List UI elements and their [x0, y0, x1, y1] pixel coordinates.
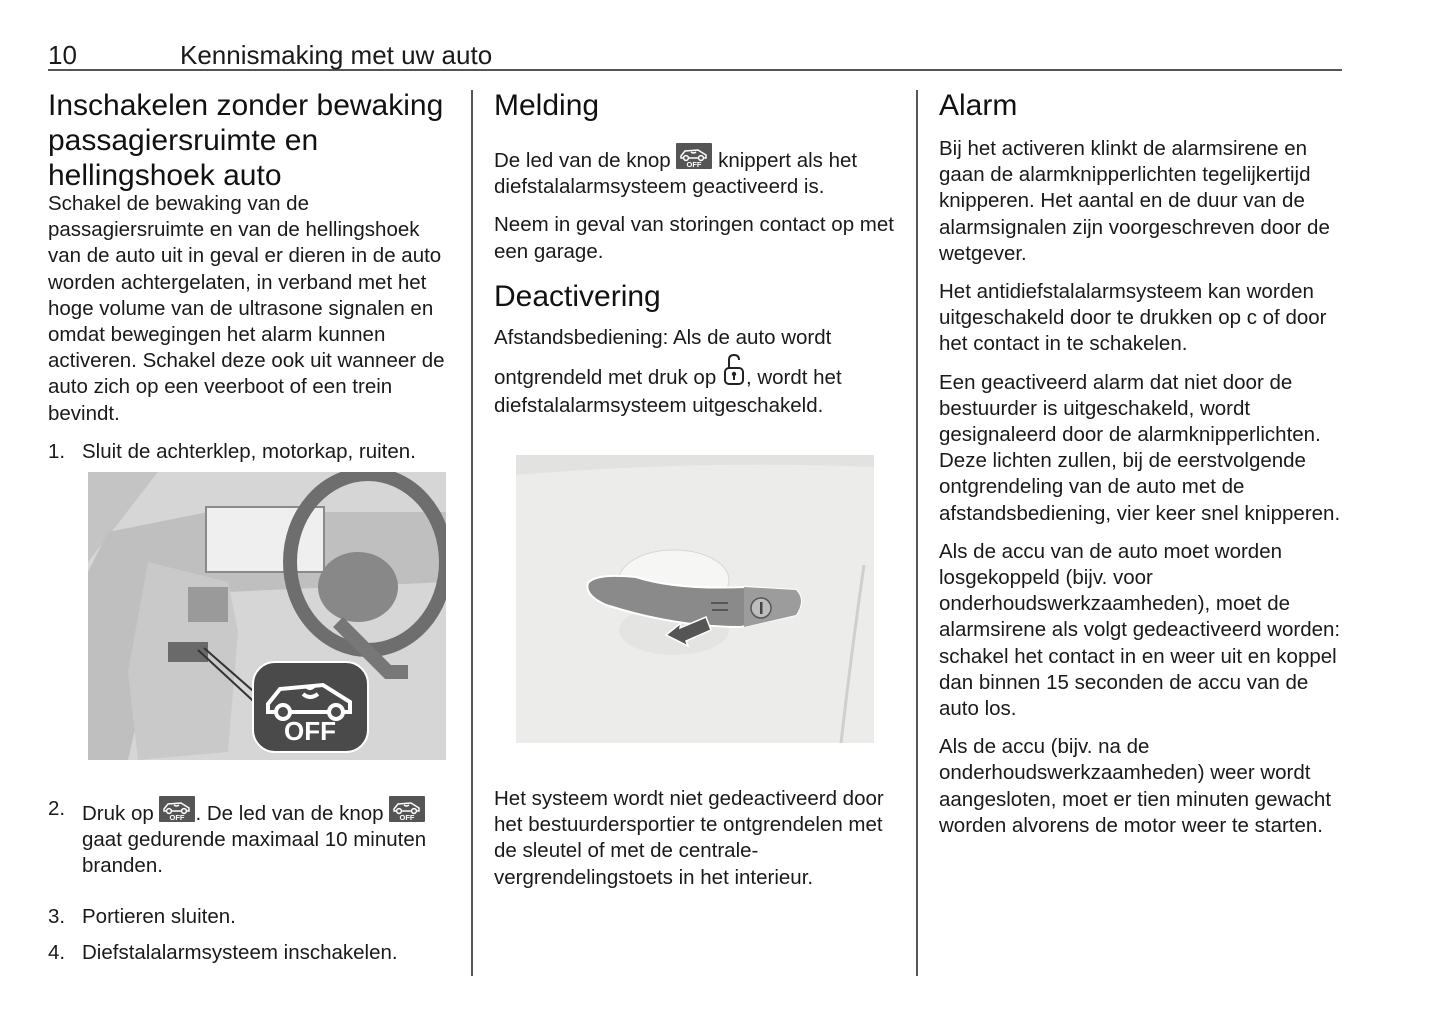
step-text: Portieren sluiten.: [82, 904, 236, 928]
step-text: gaat gedurende maximaal 10 minuten branden.: [82, 828, 427, 878]
alarm-paragraph: Als de accu (bijv. na de onderhoudswerkzaamheden) weer wordt aangesloten, moet er tien minuten gewacht worden alvorens de motor weer te starten.: [939, 735, 1332, 837]
alarm-paragraph: Een geactiveerd alarm dat niet door de bestuurder is uitgeschakeld, wordt gesignaleerd door de alarmknipperlichten. Deze lichten zullen, bij de eerstvolgende ontgrendeling van de auto met de afstandsbediening, vier keer snel knipperen.: [939, 370, 1341, 525]
column-inschakelen-steps: [48, 796, 453, 966]
column-divider: [916, 90, 918, 976]
deactivering-paragraph: [494, 324, 899, 420]
step-text: Druk op: [82, 802, 154, 825]
dashboard-illustration: [88, 472, 446, 760]
column-divider: [471, 90, 473, 976]
section-heading-deactivering: Deactivering: [494, 279, 661, 313]
chapter-title: Kennismaking met uw auto: [180, 40, 493, 70]
step-item: [48, 940, 453, 966]
car-alarm-off-icon: [676, 143, 712, 169]
dashboard-interior-figure: [88, 472, 446, 760]
section-heading-inschakelen: [48, 88, 453, 193]
step-item: [48, 904, 453, 930]
step-number: 4.: [48, 940, 66, 964]
column-alarm: [939, 88, 1344, 851]
heading-line: Inschakelen zonder bewaking: [48, 89, 444, 122]
heading-line: hellingshoek auto: [48, 159, 282, 192]
car-alarm-off-icon: [389, 796, 425, 822]
unlock-icon: [722, 352, 746, 388]
deactivering-note-paragraph: Het systeem wordt niet gedeactiveerd door het bestuurdersportier te ontgrendelen met de sleutel of met de centrale-vergrendelingstoets in het interieur.: [494, 787, 884, 889]
section-heading-melding: Melding: [494, 89, 600, 122]
deactivering-text: Afstandsbediening: Als de auto wordt ontgrendeld met druk op: [494, 325, 832, 389]
column-melding: [494, 88, 899, 432]
melding-paragraph-2: Neem in geval van storingen contact op met een garage.: [494, 213, 894, 263]
page-number: 10: [48, 40, 77, 70]
svg-text:OFF: OFF: [686, 160, 702, 169]
step-text: . De led van de knop: [195, 802, 384, 825]
step-number: 2.: [48, 797, 66, 820]
heading-line: passagiersruimte en: [48, 124, 319, 157]
step-text: Sluit de achterklep, motorkap, ruiten.: [82, 439, 416, 463]
melding-text: knippert als het diefstalalarmsysteem geactiveerd is.: [494, 149, 858, 199]
column-inschakelen: [48, 88, 453, 465]
car-alarm-off-icon: [159, 796, 195, 822]
melding-paragraph: [494, 143, 899, 200]
step-number: 1.: [48, 439, 66, 463]
svg-text:OFF: OFF: [284, 716, 336, 746]
door-handle-figure: [516, 455, 874, 743]
deactivering-text: , wordt het diefstalalarmsysteem uitgeschakeld.: [494, 365, 842, 417]
alarm-paragraph: Als de accu van de auto moet worden losgekoppeld (bijv. voor onderhoudswerkzaamheden), moet de alarmsirene als volgt gedeactiveerd worden: schakel het contact in en weer uit en koppel dan binnen 15 seconden de accu van de auto los.: [939, 539, 1341, 721]
steps-list-continued: [48, 796, 453, 966]
step-number: 3.: [48, 904, 66, 928]
intro-paragraph: Schakel de bewaking van de passagiersruimte en van de hellingshoek van de auto uit in geval er dieren in de auto worden achtergelaten, in verband met het hoge volume van de ultrasone signalen en omdat bewegingen het alarm kunnen activeren. Schakel deze ook uit wanneer de auto zich op een veerboot of een trein bevindt.: [48, 192, 445, 425]
page-header: [48, 38, 1342, 71]
svg-text:OFF: OFF: [399, 813, 415, 822]
column-deactivering-note: [494, 786, 899, 903]
section-heading-alarm: Alarm: [939, 89, 1018, 122]
steps-list: [48, 439, 453, 465]
step-text: Diefstalalarmsysteem inschakelen.: [82, 940, 398, 964]
alarm-paragraph: Het antidiefstalalarmsysteem kan worden uitgeschakeld door te drukken op c of door het contact in te schakelen.: [939, 280, 1327, 356]
melding-text: De led van de knop: [494, 149, 671, 172]
door-handle-icon: [516, 455, 874, 743]
step-item: [48, 439, 453, 465]
step-item: [48, 796, 453, 880]
svg-text:OFF: OFF: [169, 813, 185, 822]
alarm-paragraph: Bij het activeren klinkt de alarmsirene en gaan de alarmknipperlichten tegelijkertijd knipperen. Het aantal en de duur van de alarmsignalen zijn voorgeschreven door de wetgever.: [939, 137, 1330, 265]
